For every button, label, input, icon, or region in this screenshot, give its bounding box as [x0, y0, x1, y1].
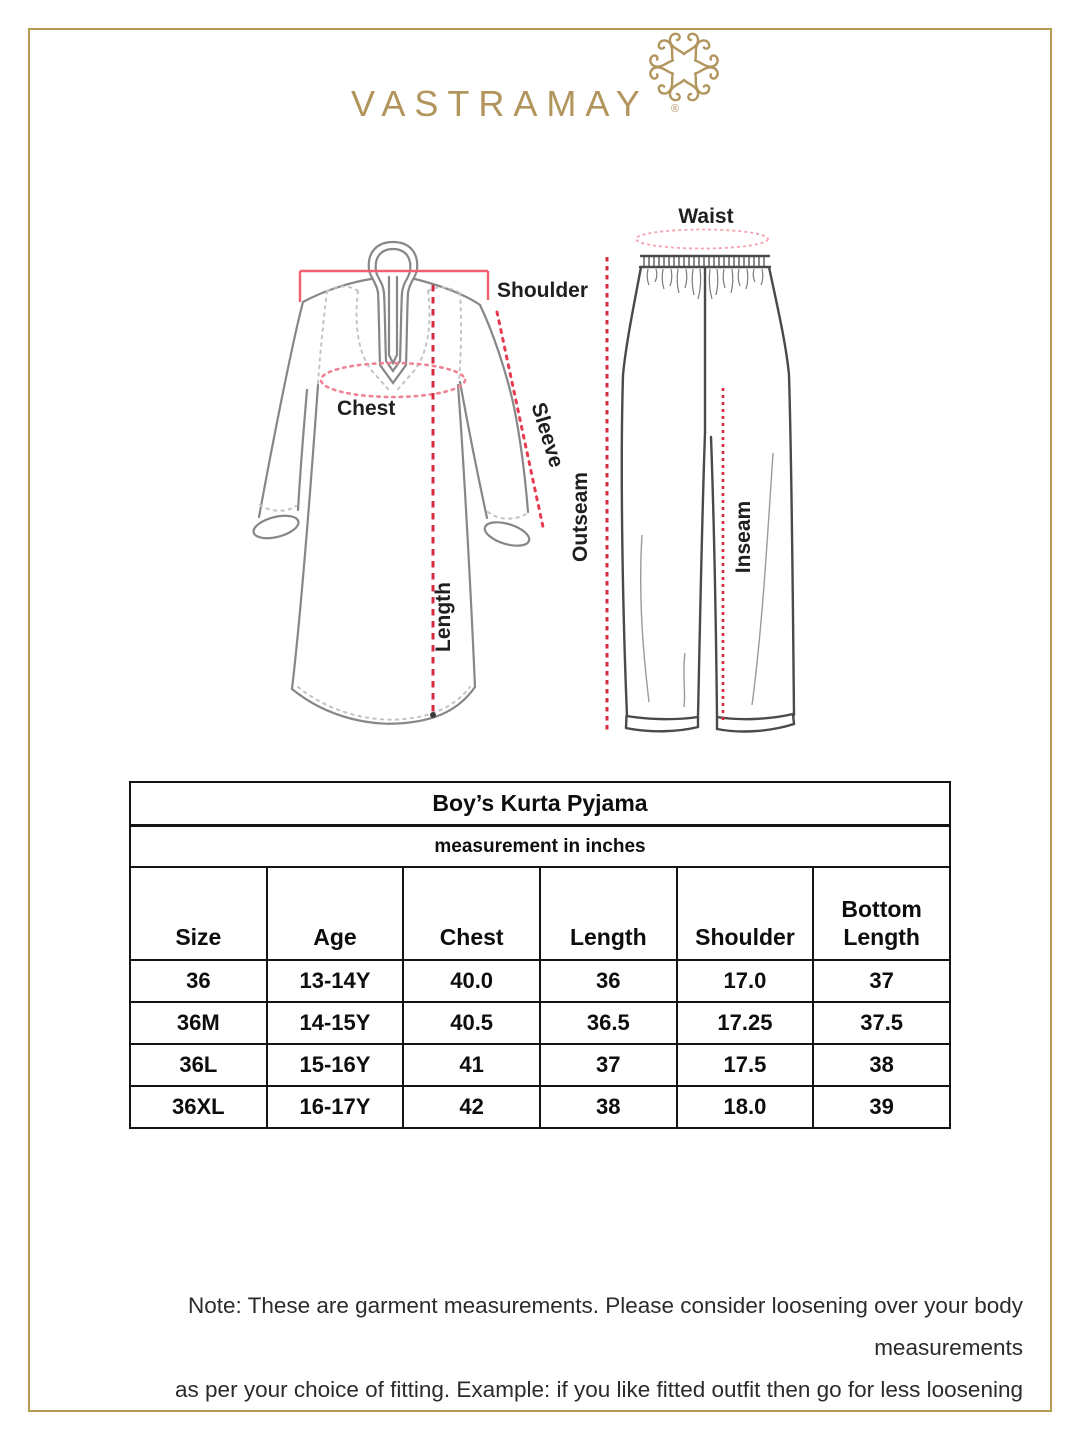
col-header-bottom-length: Bottom Length: [813, 867, 950, 960]
cell-length: 38: [540, 1086, 677, 1128]
pyjama-outline: [622, 256, 794, 731]
table-row: [130, 1044, 950, 1086]
cell-age: 14-15Y: [267, 1002, 404, 1044]
table-row: [130, 1002, 950, 1044]
kurta-outline: [251, 242, 532, 724]
inseam-label: Inseam: [732, 500, 755, 574]
sleeve-label: Sleeve: [526, 399, 568, 471]
cell-age: 16-17Y: [267, 1086, 404, 1128]
col-header-chest: Chest: [403, 867, 540, 960]
cell-length: 36: [540, 960, 677, 1002]
size-chart-table: [129, 781, 951, 1129]
shoulder-label: Shoulder: [497, 279, 589, 302]
chest-label: Chest: [337, 397, 396, 420]
pyjama-measure-lines: [607, 230, 768, 732]
col-header-shoulder: Shoulder: [677, 867, 814, 960]
outseam-label: Outseam: [569, 472, 592, 562]
cell-age: 15-16Y: [267, 1044, 404, 1086]
cell-shoulder: 17.0: [677, 960, 814, 1002]
cell-chest: 41: [403, 1044, 540, 1086]
note-line-2: as per your choice of fitting. Example: if you like fitted outfit then go for less loosening: [175, 1377, 1023, 1402]
size-chart-title: Boy’s Kurta Pyjama: [130, 782, 950, 826]
cell-bottom-length: 37: [813, 960, 950, 1002]
cell-age: 13-14Y: [267, 960, 404, 1002]
measurement-note: [50, 1285, 1023, 1411]
col-header-age: Age: [267, 867, 404, 960]
brand-ornament-icon: [648, 31, 720, 103]
cell-size: 36L: [130, 1044, 267, 1086]
cell-bottom-length: 38: [813, 1044, 950, 1086]
size-chart-subtitle: measurement in inches: [130, 826, 950, 868]
cell-bottom-length: 37.5: [813, 1002, 950, 1044]
pyjama-creases: [641, 453, 773, 707]
waist-label: Waist: [678, 205, 734, 228]
garment-measurement-diagram: [230, 175, 930, 775]
cell-size: 36: [130, 960, 267, 1002]
cell-size: 36M: [130, 1002, 267, 1044]
cell-shoulder: 17.25: [677, 1002, 814, 1044]
cell-chest: 42: [403, 1086, 540, 1128]
cell-length: 37: [540, 1044, 677, 1086]
cell-shoulder: 17.5: [677, 1044, 814, 1086]
col-header-size: Size: [130, 867, 267, 960]
table-header-row: [130, 867, 950, 960]
cell-size: 36XL: [130, 1086, 267, 1128]
brand-wordmark: VASTRAMAY: [351, 83, 649, 124]
length-label: Length: [432, 582, 455, 652]
kurta-stitch-dots: [260, 287, 526, 720]
kurta-measure-lines: [300, 271, 543, 718]
cell-chest: 40.5: [403, 1002, 540, 1044]
cell-length: 36.5: [540, 1002, 677, 1044]
cell-chest: 40.0: [403, 960, 540, 1002]
cell-bottom-length: 39: [813, 1086, 950, 1128]
table-row: [130, 960, 950, 1002]
waistband-elastic-ticks: [644, 257, 764, 266]
cell-shoulder: 18.0: [677, 1086, 814, 1128]
note-line-1: Note: These are garment measurements. Please consider loosening over your body measurements: [187, 1293, 1023, 1360]
registered-trademark-symbol: ®: [671, 103, 680, 115]
table-row: [130, 1086, 950, 1128]
col-header-length: Length: [540, 867, 677, 960]
